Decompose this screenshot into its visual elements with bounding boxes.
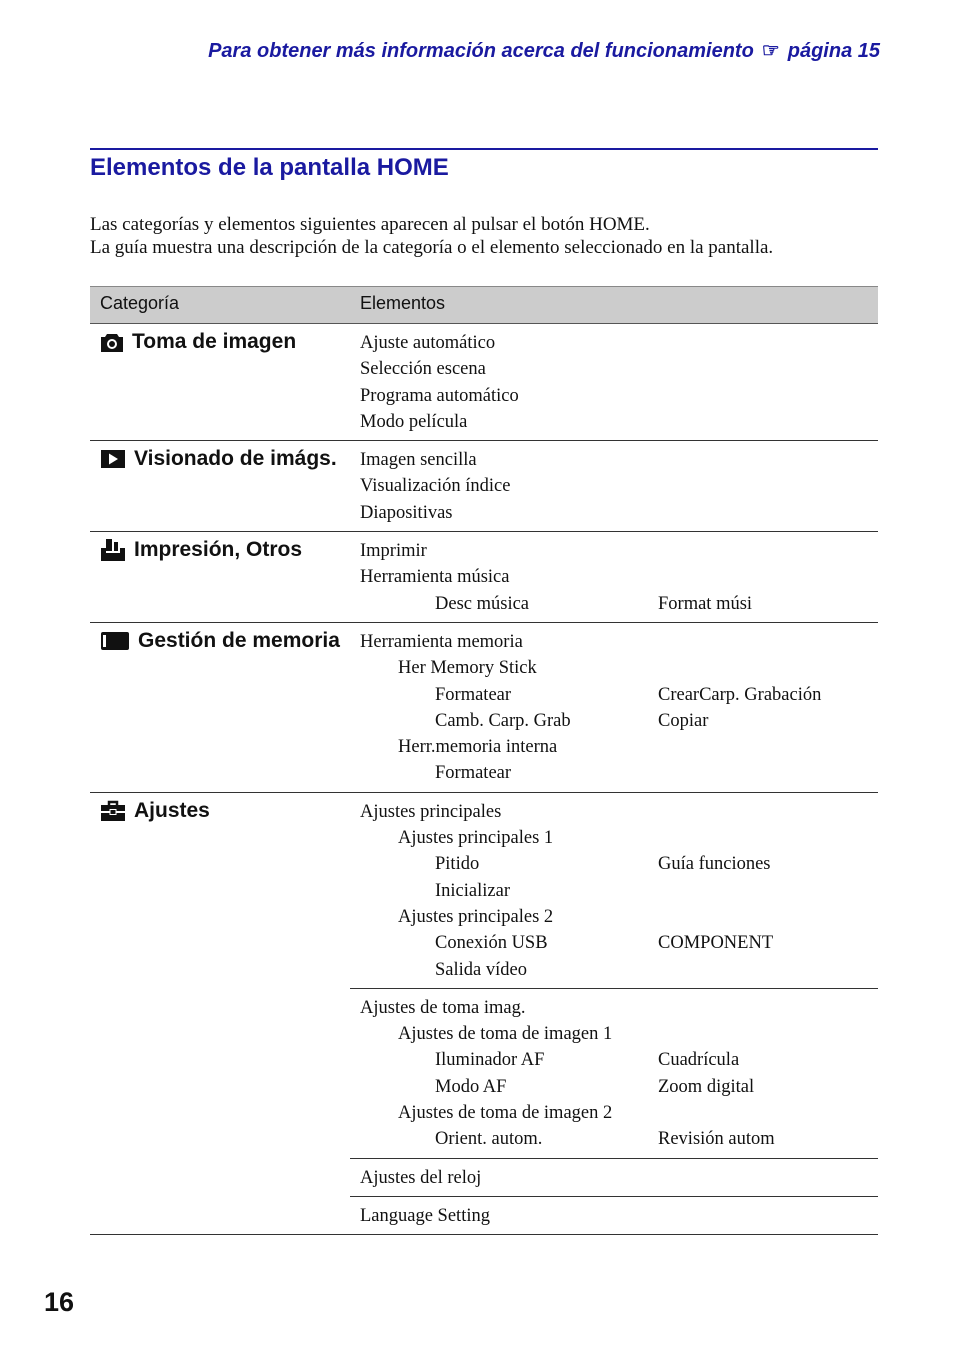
item-label: Language Setting: [360, 1205, 490, 1226]
list-item: [350, 473, 878, 499]
category-name: Ajustes: [134, 798, 210, 822]
item-label: Ajustes de toma imag.: [360, 997, 526, 1018]
item-label: Ajustes principales 2: [398, 906, 554, 927]
list-item: [350, 1074, 878, 1100]
item-label: Herramienta memoria: [360, 631, 523, 652]
category-items: [350, 793, 878, 1234]
list-item: [350, 538, 878, 564]
intro-line-1: Las categorías y elementos siguientes aparecen al pulsar el botón HOME.: [90, 214, 650, 235]
item-group: [350, 988, 878, 1158]
item-label: Ajustes del reloj: [360, 1167, 482, 1188]
item-group: [350, 1196, 878, 1234]
item-label-secondary: Format músi: [658, 593, 753, 614]
item-label: Herr.memoria interna: [398, 737, 558, 758]
category-items: [350, 441, 878, 531]
list-item: [350, 930, 878, 956]
item-label: Imprimir: [360, 541, 427, 562]
list-item: [350, 409, 878, 435]
list-item: [350, 1100, 878, 1126]
list-item: [350, 825, 878, 851]
toolbox-icon: [100, 800, 126, 822]
intro-text: [90, 213, 773, 259]
item-label: Ajustes de toma de imagen 1: [398, 1024, 613, 1045]
column-header-items: Elementos: [360, 293, 446, 313]
play-icon: [100, 449, 126, 469]
list-item: [350, 878, 878, 904]
item-label: Conexión USB: [435, 933, 548, 954]
category-row: [90, 441, 878, 532]
item-label: Imagen sencilla: [360, 450, 477, 471]
list-item: [350, 447, 878, 473]
item-label: Salida vídeo: [435, 959, 527, 980]
item-group: [350, 1158, 878, 1196]
header-page-ref: página 15: [787, 40, 880, 62]
item-label: Pitido: [435, 854, 480, 875]
item-group: [350, 623, 878, 792]
header-link[interactable]: [208, 38, 880, 63]
item-label: Formatear: [435, 684, 512, 705]
item-label: Modo AF: [435, 1076, 507, 1097]
item-group: [350, 532, 878, 622]
item-label-secondary: CrearCarp. Grabación: [658, 684, 822, 705]
item-label: Ajustes principales: [360, 801, 502, 822]
category-row: [90, 324, 878, 441]
item-label: Ajuste automático: [360, 333, 496, 353]
category-items: [350, 324, 878, 440]
category-label: [100, 330, 296, 354]
list-item: [350, 591, 878, 617]
item-group: [350, 441, 878, 531]
item-label-secondary: Copiar: [658, 710, 709, 731]
category-row: [90, 532, 878, 623]
camera-icon: [100, 331, 124, 353]
home-elements-table: [90, 286, 878, 1235]
item-label: Programa automático: [360, 385, 519, 406]
item-label: Selección escena: [360, 359, 486, 380]
list-item: [350, 1165, 878, 1191]
item-label: Ajustes de toma de imagen 2: [398, 1103, 613, 1124]
print-icon: [100, 538, 126, 562]
category-row: [90, 623, 878, 793]
list-item: [350, 500, 878, 526]
category-label: [100, 629, 340, 653]
section-title: Elementos de la pantalla HOME: [90, 154, 449, 181]
list-item: [350, 904, 878, 930]
list-item: [350, 1203, 878, 1229]
table-body: [90, 324, 878, 1235]
category-name: Visionado de imágs.: [134, 447, 337, 471]
list-item: [350, 629, 878, 655]
category-label: [100, 538, 302, 562]
item-label: Iluminador AF: [435, 1050, 545, 1071]
category-items: [350, 532, 878, 622]
list-item: [350, 995, 878, 1021]
list-item: [350, 851, 878, 877]
item-label: Camb. Carp. Grab: [435, 710, 571, 731]
list-item: [350, 1047, 878, 1073]
category-name: Gestión de memoria: [138, 628, 340, 652]
category-label: [100, 799, 210, 823]
item-label-secondary: Zoom digital: [658, 1076, 755, 1097]
list-item: [350, 564, 878, 590]
list-item: [350, 708, 878, 734]
page-number: 16: [44, 1287, 75, 1317]
memory-card-icon: [100, 631, 130, 651]
list-item: [350, 1021, 878, 1047]
list-item: [350, 356, 878, 382]
item-label-secondary: Guía funciones: [658, 854, 771, 875]
item-label: Modo película: [360, 411, 468, 432]
item-label-secondary: Revisión autom: [658, 1129, 775, 1150]
category-row: [90, 793, 878, 1235]
list-item: [350, 330, 878, 356]
item-label: Diapositivas: [360, 502, 453, 523]
item-label: Ajustes principales 1: [398, 828, 554, 849]
list-item: [350, 383, 878, 409]
item-group: [350, 793, 878, 988]
item-label: Orient. autom.: [435, 1129, 543, 1150]
item-label-secondary: COMPONENT: [658, 933, 774, 954]
list-item: [350, 655, 878, 681]
item-label: Herramienta música: [360, 567, 510, 588]
list-item: [350, 760, 878, 786]
item-label: Inicializar: [435, 880, 510, 901]
item-label-secondary: Cuadrícula: [658, 1050, 740, 1071]
list-item: [350, 682, 878, 708]
category-label: [100, 447, 337, 471]
header-link-text: Para obtener más información acerca del funcionamiento: [208, 40, 754, 62]
table-header: [90, 286, 878, 324]
item-label: Visualización índice: [360, 476, 511, 497]
category-name: Toma de imagen: [132, 330, 297, 353]
intro-line-2: La guía muestra una descripción de la categoría o el elemento seleccionado en la pantalla.: [90, 237, 774, 258]
category-name: Impresión, Otros: [134, 538, 303, 562]
pointing-hand-icon: ☞: [761, 40, 780, 62]
list-item: [350, 799, 878, 825]
list-item: [350, 957, 878, 983]
list-item: [350, 734, 878, 760]
item-group: [350, 324, 878, 440]
item-label: Formatear: [435, 763, 512, 784]
category-items: [350, 623, 878, 792]
item-label: Desc música: [435, 593, 530, 614]
column-header-category: Categoría: [100, 293, 180, 313]
item-label: Her Memory Stick: [398, 658, 537, 679]
list-item: [350, 1126, 878, 1152]
